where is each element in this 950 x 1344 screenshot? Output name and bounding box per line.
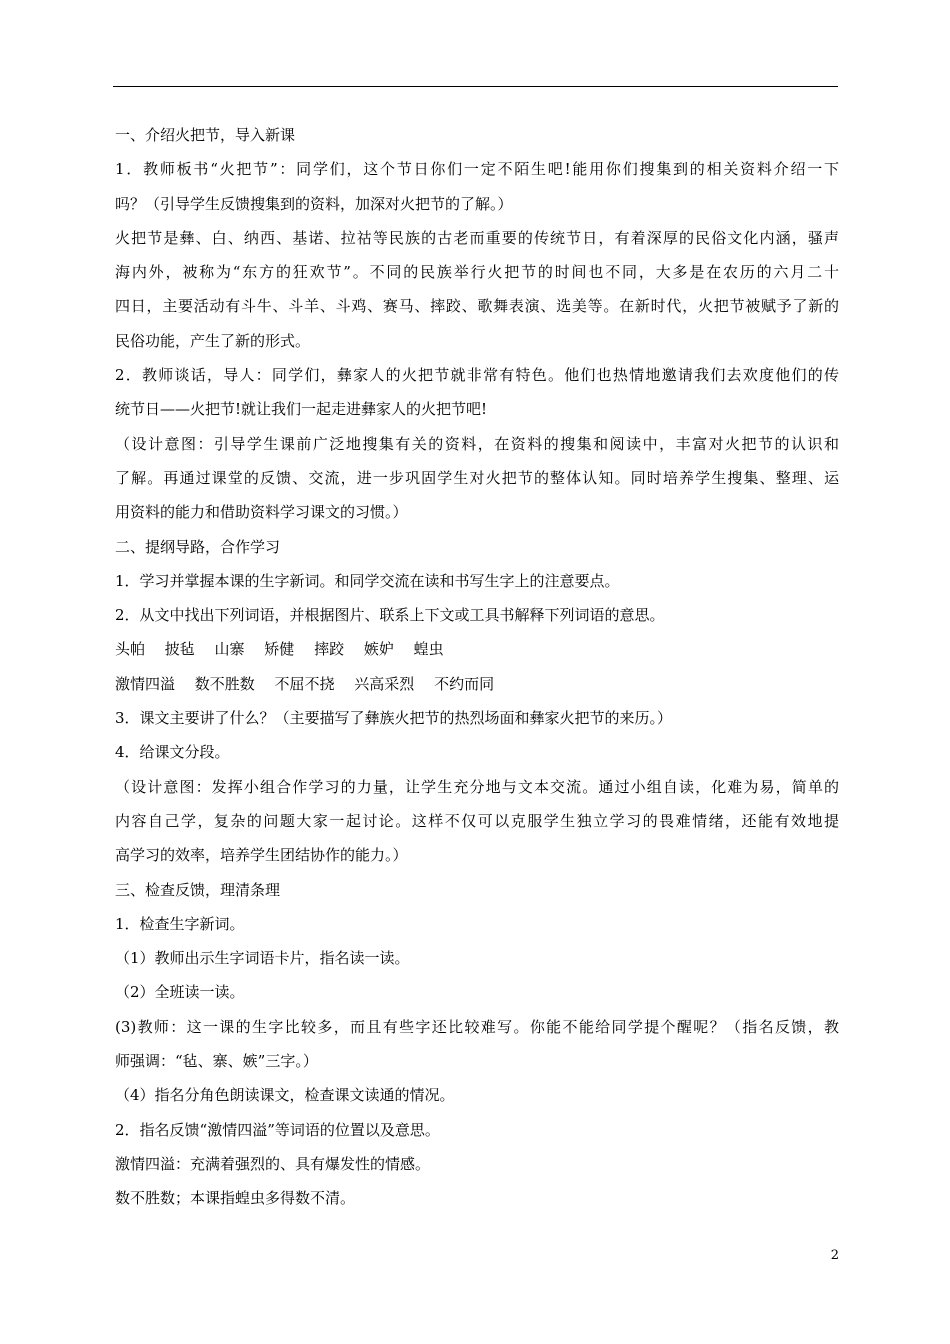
text-line: 1．学习并掌握本课的生字新词。和同学交流在读和书写生字上的注意要点。 (115, 571, 620, 590)
text-line: （设计意图：发挥小组合作学习的力量，让学生充分地与文本交流。通过小组自读，化难为易，简单的 (115, 777, 839, 796)
text-line: 用资料的能力和借助资料学习课文的习惯。） (115, 503, 408, 522)
text-line: 2．从文中找出下列词语，并根据图片、联系上下文或工具书解释下列词语的意思。 (115, 606, 665, 625)
document-body (115, 118, 839, 1216)
text-line: 高学习的效率，培养学生团结协作的能力。） (115, 846, 408, 865)
text-line: 2．指名反馈“激情四溢”等词语的位置以及意思。 (115, 1120, 440, 1139)
text-line: 内容自己学，复杂的问题大家一起讨论。这样不仅可以克服学生独立学习的畏难情绪，还能有效地提 (115, 811, 839, 830)
text-line: 头帕 披毡 山寨 矫健 摔跤 嫉妒 蝗虫 (115, 640, 444, 659)
header-rule (113, 86, 838, 87)
text-line: 1．教师板书“火把节”：同学们，这个节日你们一定不陌生吧!能用你们搜集到的相关资料介绍一下 (115, 160, 839, 179)
text-line: (3)教师：这一课的生字比较多，而且有些字还比较难写。你能不能给同学提个醒呢？（指名反馈，教 (115, 1017, 839, 1036)
text-line: 了解。再通过课堂的反馈、交流，进一步巩固学生对火把节的整体认知。同时培养学生搜集、整理、运 (115, 468, 839, 487)
text-line: 数不胜数；本课指蝗虫多得数不清。 (115, 1189, 356, 1208)
text-line: 一、介绍火把节，导入新课 (115, 126, 296, 144)
text-line: 四日，主要活动有斗牛、斗羊、斗鸡、赛马、摔跤、歌舞表演、选美等。在新时代，火把节被赋予了新的 (115, 297, 839, 316)
text-line: 4．给课文分段。 (115, 743, 230, 762)
text-line: 民俗功能，产生了新的形式。 (115, 331, 311, 350)
text-line: 激情四溢 数不胜数 不屈不挠 兴高采烈 不约而同 (115, 674, 495, 693)
page-number: 2 (830, 1248, 839, 1263)
text-line: 三、检查反馈，理清条理 (115, 880, 281, 899)
text-line: （设计意图：引导学生课前广泛地搜集有关的资料，在资料的搜集和阅读中，丰富对火把节的认识和 (115, 434, 839, 453)
text-line: 激情四溢：充满着强烈的、具有爆发性的情感。 (115, 1154, 431, 1173)
text-line: （2）全班读一读。 (115, 983, 245, 1002)
text-line: 吗？（引导学生反馈搜集到的资料，加深对火把节的了解。） (115, 194, 513, 213)
text-line: 二、提纲导路，合作学习 (115, 537, 281, 556)
text-line: 海内外，被称为“东方的狂欢节”。不同的民族举行火把节的时间也不同，大多是在农历的六月二十 (115, 263, 839, 282)
text-line: 统节日——火把节!就让我们一起走进彝家人的火把节吧! (115, 400, 488, 419)
text-line: 火把节是彝、白、纳西、基诺、拉祜等民族的古老而重要的传统节日，有着深厚的民俗文化内涵，骚声 (115, 228, 839, 247)
text-line: 1．检查生字新词。 (115, 914, 245, 933)
text-line: 3．课文主要讲了什么？（主要描写了彝族火把节的热烈场面和彝家火把节的来历。） (115, 709, 673, 728)
text-line: 师强调：“毡、寨、嫉”三字。） (115, 1052, 318, 1071)
text-line: （4）指名分角色朗读课文，检查课文读通的情况。 (115, 1086, 455, 1105)
text-line: 2．教师谈话，导人：同学们，彝家人的火把节就非常有特色。他们也热情地邀请我们去欢度他们的传 (115, 366, 839, 385)
text-line: （1）教师出示生字词语卡片，指名读一读。 (115, 949, 410, 968)
